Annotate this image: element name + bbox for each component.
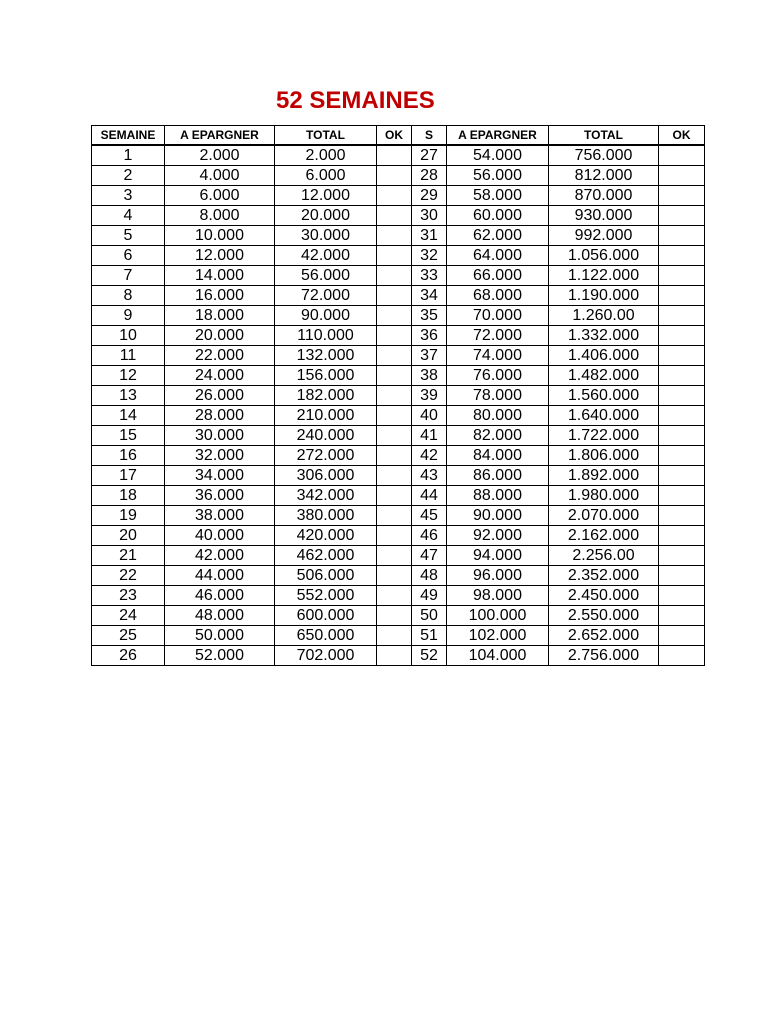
table-row bbox=[92, 166, 705, 186]
cell-a-epargner: 48.000 bbox=[165, 606, 275, 626]
cell-total: 182.000 bbox=[275, 386, 377, 406]
table-body bbox=[92, 145, 705, 666]
cell-semaine: 2 bbox=[92, 166, 165, 186]
cell-a-epargner: 24.000 bbox=[165, 366, 275, 386]
cell-ok[interactable] bbox=[377, 426, 412, 446]
cell-ok-2[interactable] bbox=[659, 306, 705, 326]
cell-total-2: 992.000 bbox=[549, 226, 659, 246]
cell-total-2: 1.640.000 bbox=[549, 406, 659, 426]
cell-semaine: 8 bbox=[92, 286, 165, 306]
table-row bbox=[92, 186, 705, 206]
cell-semaine-2: 41 bbox=[412, 426, 447, 446]
cell-total: 306.000 bbox=[275, 466, 377, 486]
cell-semaine-2: 43 bbox=[412, 466, 447, 486]
cell-ok-2[interactable] bbox=[659, 606, 705, 626]
cell-ok[interactable] bbox=[377, 145, 412, 166]
table-row bbox=[92, 346, 705, 366]
cell-total-2: 1.260.00 bbox=[549, 306, 659, 326]
cell-total: 156.000 bbox=[275, 366, 377, 386]
cell-ok-2[interactable] bbox=[659, 226, 705, 246]
cell-a-epargner: 40.000 bbox=[165, 526, 275, 546]
cell-semaine-2: 42 bbox=[412, 446, 447, 466]
cell-ok[interactable] bbox=[377, 166, 412, 186]
cell-ok-2[interactable] bbox=[659, 266, 705, 286]
cell-total-2: 2.450.000 bbox=[549, 586, 659, 606]
cell-ok-2[interactable] bbox=[659, 466, 705, 486]
table-row bbox=[92, 626, 705, 646]
cell-semaine-2: 48 bbox=[412, 566, 447, 586]
cell-semaine: 17 bbox=[92, 466, 165, 486]
table-row bbox=[92, 446, 705, 466]
cell-ok-2[interactable] bbox=[659, 166, 705, 186]
cell-total-2: 1.482.000 bbox=[549, 366, 659, 386]
cell-total-2: 812.000 bbox=[549, 166, 659, 186]
cell-total: 342.000 bbox=[275, 486, 377, 506]
cell-a-epargner: 6.000 bbox=[165, 186, 275, 206]
cell-ok[interactable] bbox=[377, 386, 412, 406]
cell-semaine-2: 51 bbox=[412, 626, 447, 646]
cell-ok[interactable] bbox=[377, 586, 412, 606]
cell-a-epargner-2: 64.000 bbox=[447, 246, 549, 266]
cell-a-epargner-2: 76.000 bbox=[447, 366, 549, 386]
cell-total: 552.000 bbox=[275, 586, 377, 606]
cell-total-2: 1.122.000 bbox=[549, 266, 659, 286]
cell-a-epargner: 30.000 bbox=[165, 426, 275, 446]
cell-a-epargner: 10.000 bbox=[165, 226, 275, 246]
table-header-row bbox=[92, 126, 705, 146]
cell-a-epargner: 32.000 bbox=[165, 446, 275, 466]
cell-semaine: 16 bbox=[92, 446, 165, 466]
cell-total: 42.000 bbox=[275, 246, 377, 266]
cell-a-epargner-2: 54.000 bbox=[447, 145, 549, 166]
cell-total: 56.000 bbox=[275, 266, 377, 286]
cell-ok-2[interactable] bbox=[659, 586, 705, 606]
cell-semaine: 24 bbox=[92, 606, 165, 626]
cell-a-epargner: 26.000 bbox=[165, 386, 275, 406]
cell-total-2: 2.352.000 bbox=[549, 566, 659, 586]
cell-semaine: 21 bbox=[92, 546, 165, 566]
cell-semaine: 18 bbox=[92, 486, 165, 506]
table-row bbox=[92, 526, 705, 546]
cell-semaine-2: 49 bbox=[412, 586, 447, 606]
cell-ok-2[interactable] bbox=[659, 486, 705, 506]
cell-a-epargner: 16.000 bbox=[165, 286, 275, 306]
cell-semaine: 13 bbox=[92, 386, 165, 406]
cell-total: 30.000 bbox=[275, 226, 377, 246]
cell-total: 600.000 bbox=[275, 606, 377, 626]
cell-semaine-2: 35 bbox=[412, 306, 447, 326]
cell-a-epargner-2: 90.000 bbox=[447, 506, 549, 526]
cell-ok-2[interactable] bbox=[659, 506, 705, 526]
page-title bbox=[0, 84, 768, 118]
cell-total: 380.000 bbox=[275, 506, 377, 526]
cell-a-epargner: 22.000 bbox=[165, 346, 275, 366]
cell-a-epargner-2: 96.000 bbox=[447, 566, 549, 586]
cell-total-2: 1.892.000 bbox=[549, 466, 659, 486]
table-row bbox=[92, 586, 705, 606]
title-text: 52 SEMAINES bbox=[276, 87, 435, 114]
cell-semaine: 22 bbox=[92, 566, 165, 586]
cell-a-epargner: 28.000 bbox=[165, 406, 275, 426]
cell-a-epargner: 12.000 bbox=[165, 246, 275, 266]
cell-semaine-2: 31 bbox=[412, 226, 447, 246]
cell-a-epargner: 44.000 bbox=[165, 566, 275, 586]
cell-a-epargner-2: 98.000 bbox=[447, 586, 549, 606]
cell-total-2: 2.756.000 bbox=[549, 646, 659, 666]
cell-ok-2[interactable] bbox=[659, 406, 705, 426]
cell-ok[interactable] bbox=[377, 646, 412, 666]
cell-a-epargner-2: 84.000 bbox=[447, 446, 549, 466]
cell-total: 650.000 bbox=[275, 626, 377, 646]
cell-ok[interactable] bbox=[377, 266, 412, 286]
cell-ok-2[interactable] bbox=[659, 546, 705, 566]
table-row bbox=[92, 145, 705, 166]
cell-total-2: 1.406.000 bbox=[549, 346, 659, 366]
cell-ok[interactable] bbox=[377, 466, 412, 486]
cell-total-2: 1.980.000 bbox=[549, 486, 659, 506]
cell-total-2: 1.190.000 bbox=[549, 286, 659, 306]
cell-total: 12.000 bbox=[275, 186, 377, 206]
header-a-epargner-right: A EPARGNER bbox=[447, 126, 549, 146]
cell-ok-2[interactable] bbox=[659, 646, 705, 666]
cell-total-2: 2.550.000 bbox=[549, 606, 659, 626]
cell-ok[interactable] bbox=[377, 546, 412, 566]
cell-semaine: 15 bbox=[92, 426, 165, 446]
cell-semaine: 11 bbox=[92, 346, 165, 366]
cell-semaine: 4 bbox=[92, 206, 165, 226]
cell-total: 90.000 bbox=[275, 306, 377, 326]
cell-total-2: 2.256.00 bbox=[549, 546, 659, 566]
table-row bbox=[92, 286, 705, 306]
cell-a-epargner-2: 72.000 bbox=[447, 326, 549, 346]
cell-semaine: 3 bbox=[92, 186, 165, 206]
cell-ok-2[interactable] bbox=[659, 145, 705, 166]
cell-a-epargner-2: 68.000 bbox=[447, 286, 549, 306]
cell-semaine-2: 34 bbox=[412, 286, 447, 306]
cell-total: 272.000 bbox=[275, 446, 377, 466]
header-total-left: TOTAL bbox=[275, 126, 377, 146]
cell-a-epargner-2: 70.000 bbox=[447, 306, 549, 326]
cell-total: 462.000 bbox=[275, 546, 377, 566]
table-row bbox=[92, 506, 705, 526]
cell-a-epargner-2: 58.000 bbox=[447, 186, 549, 206]
cell-ok[interactable] bbox=[377, 206, 412, 226]
cell-a-epargner-2: 104.000 bbox=[447, 646, 549, 666]
table-row bbox=[92, 546, 705, 566]
cell-a-epargner-2: 56.000 bbox=[447, 166, 549, 186]
cell-ok[interactable] bbox=[377, 366, 412, 386]
cell-semaine: 9 bbox=[92, 306, 165, 326]
cell-semaine: 5 bbox=[92, 226, 165, 246]
cell-semaine: 6 bbox=[92, 246, 165, 266]
cell-total: 702.000 bbox=[275, 646, 377, 666]
cell-semaine-2: 36 bbox=[412, 326, 447, 346]
cell-ok-2[interactable] bbox=[659, 246, 705, 266]
cell-semaine-2: 45 bbox=[412, 506, 447, 526]
cell-semaine: 26 bbox=[92, 646, 165, 666]
table-row bbox=[92, 266, 705, 286]
cell-a-epargner: 50.000 bbox=[165, 626, 275, 646]
cell-a-epargner: 4.000 bbox=[165, 166, 275, 186]
cell-ok-2[interactable] bbox=[659, 566, 705, 586]
cell-total-2: 2.652.000 bbox=[549, 626, 659, 646]
cell-a-epargner-2: 88.000 bbox=[447, 486, 549, 506]
cell-ok[interactable] bbox=[377, 626, 412, 646]
cell-semaine-2: 27 bbox=[412, 145, 447, 166]
header-s: S bbox=[412, 126, 447, 146]
cell-total: 240.000 bbox=[275, 426, 377, 446]
header-ok-left: OK bbox=[377, 126, 412, 146]
cell-total: 210.000 bbox=[275, 406, 377, 426]
cell-ok-2[interactable] bbox=[659, 626, 705, 646]
cell-a-epargner: 20.000 bbox=[165, 326, 275, 346]
cell-a-epargner: 46.000 bbox=[165, 586, 275, 606]
cell-total: 72.000 bbox=[275, 286, 377, 306]
cell-a-epargner-2: 100.000 bbox=[447, 606, 549, 626]
cell-a-epargner-2: 92.000 bbox=[447, 526, 549, 546]
cell-a-epargner-2: 78.000 bbox=[447, 386, 549, 406]
cell-a-epargner-2: 60.000 bbox=[447, 206, 549, 226]
cell-a-epargner-2: 80.000 bbox=[447, 406, 549, 426]
cell-a-epargner: 38.000 bbox=[165, 506, 275, 526]
table-row bbox=[92, 426, 705, 446]
table-row bbox=[92, 366, 705, 386]
header-a-epargner-left: A EPARGNER bbox=[165, 126, 275, 146]
cell-a-epargner-2: 94.000 bbox=[447, 546, 549, 566]
table-row bbox=[92, 486, 705, 506]
header-total-right: TOTAL bbox=[549, 126, 659, 146]
cell-semaine-2: 29 bbox=[412, 186, 447, 206]
cell-total-2: 756.000 bbox=[549, 145, 659, 166]
table-row bbox=[92, 226, 705, 246]
cell-total: 132.000 bbox=[275, 346, 377, 366]
cell-semaine-2: 33 bbox=[412, 266, 447, 286]
cell-ok[interactable] bbox=[377, 246, 412, 266]
cell-ok[interactable] bbox=[377, 306, 412, 326]
cell-semaine-2: 39 bbox=[412, 386, 447, 406]
cell-total-2: 1.332.000 bbox=[549, 326, 659, 346]
cell-ok-2[interactable] bbox=[659, 366, 705, 386]
cell-a-epargner: 18.000 bbox=[165, 306, 275, 326]
cell-semaine-2: 32 bbox=[412, 246, 447, 266]
savings-table bbox=[91, 125, 705, 666]
cell-total: 20.000 bbox=[275, 206, 377, 226]
cell-semaine: 14 bbox=[92, 406, 165, 426]
table-row bbox=[92, 386, 705, 406]
cell-a-epargner-2: 62.000 bbox=[447, 226, 549, 246]
cell-a-epargner: 36.000 bbox=[165, 486, 275, 506]
cell-semaine-2: 40 bbox=[412, 406, 447, 426]
header-ok-right: OK bbox=[659, 126, 705, 146]
cell-ok[interactable] bbox=[377, 526, 412, 546]
cell-a-epargner: 42.000 bbox=[165, 546, 275, 566]
cell-a-epargner: 34.000 bbox=[165, 466, 275, 486]
cell-semaine-2: 30 bbox=[412, 206, 447, 226]
table-row bbox=[92, 306, 705, 326]
cell-semaine: 7 bbox=[92, 266, 165, 286]
cell-semaine-2: 46 bbox=[412, 526, 447, 546]
header-semaine: SEMAINE bbox=[92, 126, 165, 146]
cell-ok[interactable] bbox=[377, 506, 412, 526]
cell-ok-2[interactable] bbox=[659, 346, 705, 366]
cell-a-epargner-2: 86.000 bbox=[447, 466, 549, 486]
cell-ok-2[interactable] bbox=[659, 206, 705, 226]
cell-semaine: 12 bbox=[92, 366, 165, 386]
cell-ok[interactable] bbox=[377, 406, 412, 426]
cell-ok-2[interactable] bbox=[659, 186, 705, 206]
cell-total: 110.000 bbox=[275, 326, 377, 346]
cell-ok[interactable] bbox=[377, 446, 412, 466]
cell-a-epargner: 8.000 bbox=[165, 206, 275, 226]
cell-total: 420.000 bbox=[275, 526, 377, 546]
cell-total-2: 1.722.000 bbox=[549, 426, 659, 446]
cell-ok[interactable] bbox=[377, 346, 412, 366]
table-row bbox=[92, 246, 705, 266]
cell-a-epargner: 52.000 bbox=[165, 646, 275, 666]
cell-ok[interactable] bbox=[377, 226, 412, 246]
cell-a-epargner: 2.000 bbox=[165, 145, 275, 166]
table-row bbox=[92, 566, 705, 586]
cell-semaine-2: 28 bbox=[412, 166, 447, 186]
cell-ok-2[interactable] bbox=[659, 326, 705, 346]
cell-semaine: 20 bbox=[92, 526, 165, 546]
cell-total-2: 2.070.000 bbox=[549, 506, 659, 526]
cell-semaine-2: 37 bbox=[412, 346, 447, 366]
cell-total: 2.000 bbox=[275, 145, 377, 166]
cell-total: 6.000 bbox=[275, 166, 377, 186]
cell-total-2: 1.560.000 bbox=[549, 386, 659, 406]
cell-a-epargner-2: 74.000 bbox=[447, 346, 549, 366]
cell-semaine-2: 52 bbox=[412, 646, 447, 666]
cell-semaine: 23 bbox=[92, 586, 165, 606]
cell-ok-2[interactable] bbox=[659, 446, 705, 466]
cell-semaine: 1 bbox=[92, 145, 165, 166]
cell-total-2: 1.806.000 bbox=[549, 446, 659, 466]
table-row bbox=[92, 606, 705, 626]
cell-a-epargner-2: 66.000 bbox=[447, 266, 549, 286]
cell-a-epargner-2: 82.000 bbox=[447, 426, 549, 446]
table-row bbox=[92, 206, 705, 226]
cell-ok[interactable] bbox=[377, 186, 412, 206]
table-row bbox=[92, 466, 705, 486]
cell-ok-2[interactable] bbox=[659, 286, 705, 306]
cell-total: 506.000 bbox=[275, 566, 377, 586]
cell-semaine-2: 47 bbox=[412, 546, 447, 566]
cell-ok[interactable] bbox=[377, 566, 412, 586]
table-row bbox=[92, 406, 705, 426]
cell-ok-2[interactable] bbox=[659, 426, 705, 446]
cell-semaine-2: 38 bbox=[412, 366, 447, 386]
cell-a-epargner-2: 102.000 bbox=[447, 626, 549, 646]
cell-ok[interactable] bbox=[377, 606, 412, 626]
cell-a-epargner: 14.000 bbox=[165, 266, 275, 286]
cell-semaine: 10 bbox=[92, 326, 165, 346]
cell-ok[interactable] bbox=[377, 486, 412, 506]
table-row bbox=[92, 646, 705, 666]
cell-total-2: 870.000 bbox=[549, 186, 659, 206]
cell-ok[interactable] bbox=[377, 286, 412, 306]
cell-ok-2[interactable] bbox=[659, 526, 705, 546]
cell-semaine: 25 bbox=[92, 626, 165, 646]
cell-ok[interactable] bbox=[377, 326, 412, 346]
cell-semaine-2: 44 bbox=[412, 486, 447, 506]
cell-total-2: 1.056.000 bbox=[549, 246, 659, 266]
cell-semaine-2: 50 bbox=[412, 606, 447, 626]
cell-semaine: 19 bbox=[92, 506, 165, 526]
cell-total-2: 930.000 bbox=[549, 206, 659, 226]
table-row bbox=[92, 326, 705, 346]
cell-total-2: 2.162.000 bbox=[549, 526, 659, 546]
cell-ok-2[interactable] bbox=[659, 386, 705, 406]
